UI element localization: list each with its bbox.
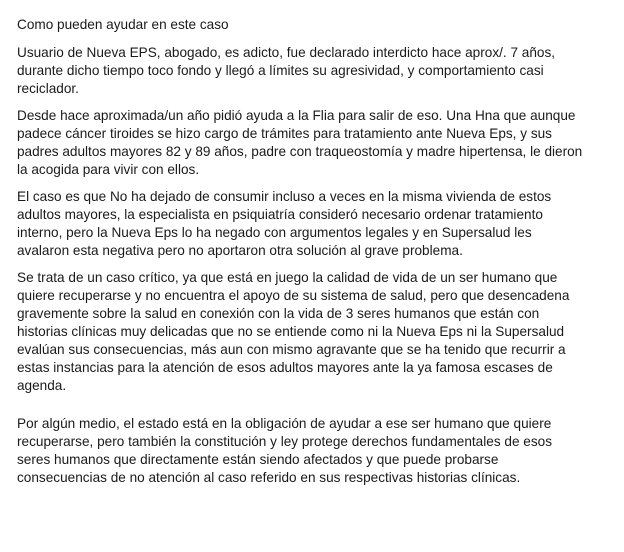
text-line: la acogida para vivir con ellos. (17, 162, 200, 177)
text-line: adultos mayores, la especialista en psiquiatría consideró necesario ordenar tratamiento (17, 207, 543, 222)
text-line: interno, pero la Nueva Eps lo ha negado con argumentos legales y en Supersalud les (17, 225, 532, 240)
text-line: consecuencias de no atención al caso referido en sus respectivas historias clínicas. (17, 470, 521, 485)
document-title: Como pueden ayudar en este caso (17, 17, 229, 32)
text-line: Por algún medio, el estado está en la obligación de ayudar a ese ser humano que quiere (17, 416, 552, 431)
text-line: Desde hace aproximada/un año pidió ayuda a la Flia para salir de eso. Una Hna que aunque (17, 108, 576, 123)
text-line: quiere recuperarse y no encuentra el apoyo de su sistema de salud, pero que desencadena (17, 288, 570, 303)
paragraph-5 (17, 415, 617, 487)
text-line: reciclador. (17, 81, 79, 96)
text-line: evalúan sus consecuencias, más aun con mismo agravante que se ha tenido que recurrir a (17, 342, 566, 357)
text-line: El caso es que No ha dejado de consumir incluso a veces en la misma vivienda de estos (17, 189, 552, 204)
text-line: estas instancias para la atención de esos adultos mayores ante la ya famosa escases de (17, 360, 553, 375)
text-line: gravemente sobre la salud en conexión con la vida de 3 seres humanos que están con (17, 306, 540, 321)
paragraph-4 (17, 269, 617, 395)
text-line: durante dicho tiempo toco fondo y llegó a límites su agresividad, y comportamiento casi (17, 63, 544, 78)
paragraph-2 (17, 107, 617, 179)
text-line: agenda. (17, 378, 67, 393)
text-line: Se trata de un caso crítico, ya que está en juego la calidad de vida de un ser humano que (17, 270, 558, 285)
paragraph-3 (17, 188, 617, 260)
text-line: historias clínicas muy delicadas que no se entiende como ni la Nueva Eps ni la Supersalud (17, 324, 565, 339)
text-line: Usuario de Nueva EPS, abogado, es adicto, fue declarado interdicto hace aprox/. 7 años, (17, 45, 556, 60)
text-line: recuperarse, pero también la constitución y ley protege derechos fundamentales de esos (17, 434, 553, 449)
text-line: padres adultos mayores 82 y 89 años, padre con traqueostomía y madre hipertensa, le dieron (17, 144, 583, 159)
text-line: padece cáncer tiroides se hizo cargo de trámites para tratamiento ante Nueva Eps, y sus (17, 126, 552, 141)
text-line: avalaron esta negativa pero no aportaron otra solución al grave problema. (17, 243, 463, 258)
paragraph-1 (17, 44, 617, 98)
document-body (17, 15, 617, 496)
text-line: seres humanos que directamente están siendo afectados y que puede probarse (17, 452, 499, 467)
